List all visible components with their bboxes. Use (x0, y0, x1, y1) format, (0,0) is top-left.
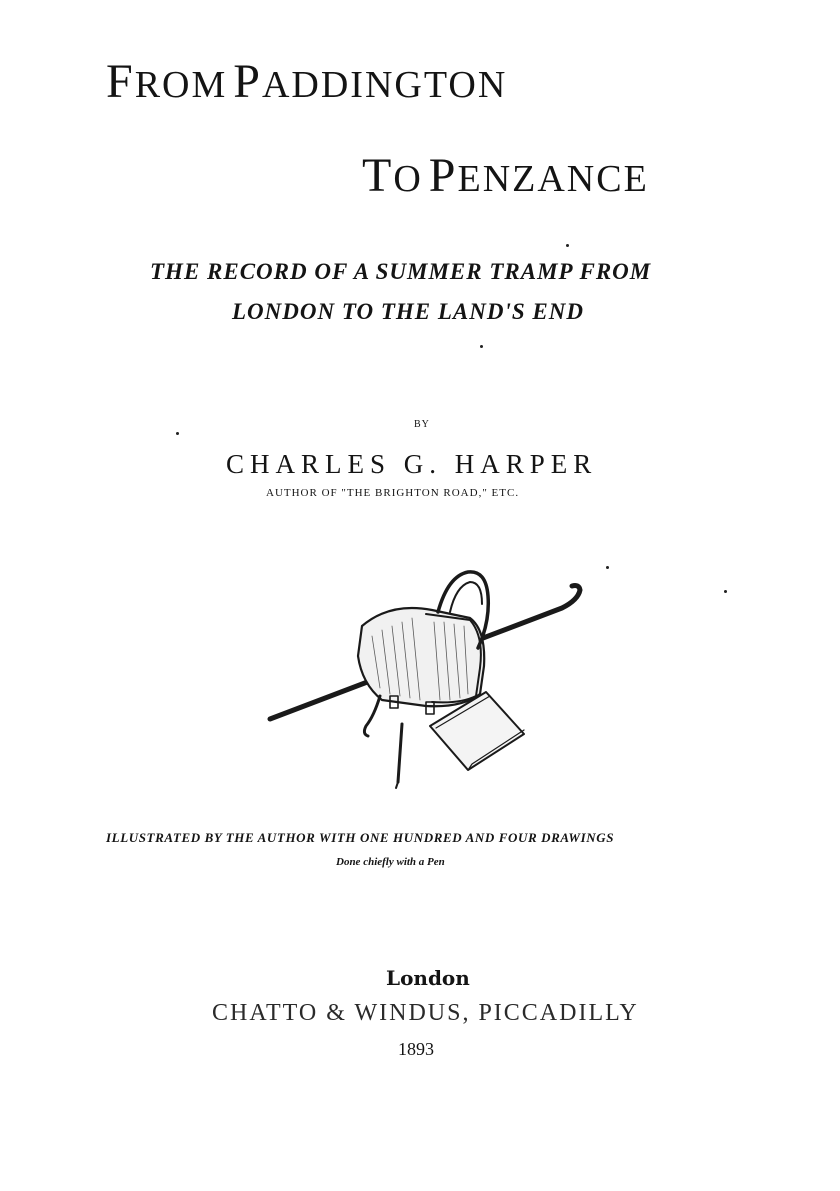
title-line-1 (106, 54, 507, 109)
knapsack-body (358, 608, 484, 706)
pencil (398, 724, 402, 782)
author-name: CHARLES G. HARPER (226, 449, 598, 479)
scan-speck (566, 244, 569, 247)
title-word-paddington-rest: ADDINGTON (261, 64, 508, 106)
imprint-place: London (386, 966, 470, 990)
knapsack-and-walking-stick-icon (262, 556, 602, 796)
title-line-2 (362, 148, 649, 203)
author-note: AUTHOR OF "THE BRIGHTON ROAD," ETC. (266, 487, 520, 499)
title-word-penzance-cap: P (428, 149, 458, 202)
imprint-year: 1893 (398, 1039, 434, 1059)
by-label: BY (414, 419, 430, 430)
scan-speck (606, 566, 609, 569)
imprint-publisher: CHATTO & WINDUS, PICCADILLY (212, 1000, 639, 1026)
scan-speck (480, 345, 483, 348)
title-word-penzance-rest: ENZANCE (457, 158, 649, 200)
title-word-paddington-cap: P (233, 55, 262, 108)
subtitle-line-1: THE RECORD OF A SUMMER TRAMP FROM (150, 259, 652, 284)
title-word-from-rest: ROM (134, 64, 228, 106)
title-word-to-rest: O (393, 158, 423, 200)
title-word-from-cap: F (106, 55, 135, 108)
title-word-to-cap: T (362, 149, 394, 202)
illustrations-credit: ILLUSTRATED BY THE AUTHOR WITH ONE HUNDRED AND FOUR DRAWINGS (106, 830, 615, 845)
scan-speck (176, 432, 179, 435)
pen-note: Done chiefly with a Pen (336, 856, 445, 868)
subtitle-line-2: LONDON TO THE LAND'S END (232, 299, 584, 324)
scan-speck (724, 590, 727, 593)
